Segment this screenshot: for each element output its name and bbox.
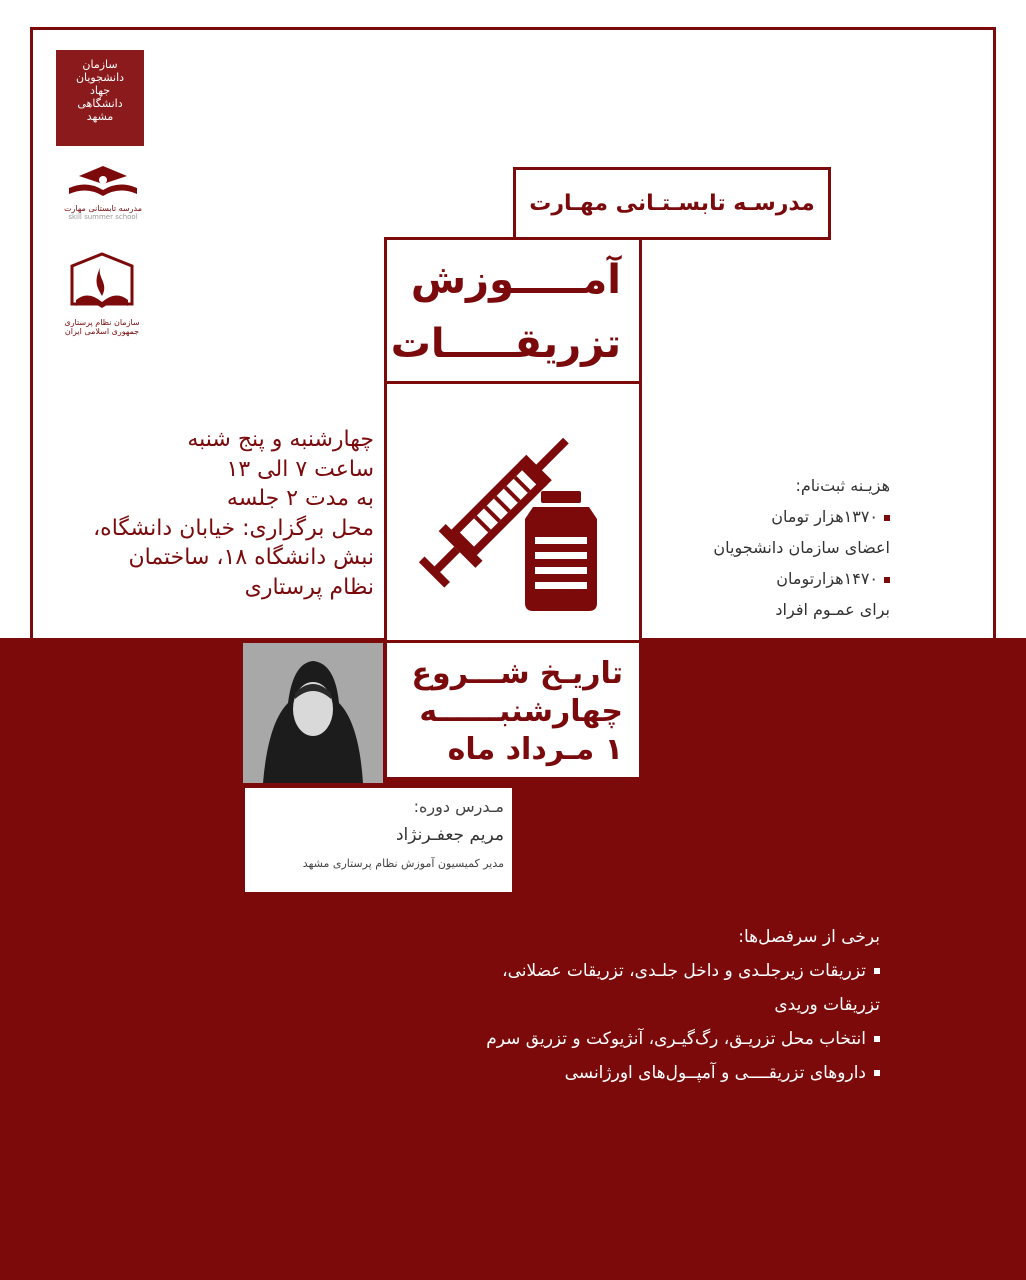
topic-item-2-text: انتخاب محل تزریـق، رگ‌گیـری، آنژیوکت و تزریق سرم bbox=[486, 1029, 866, 1049]
start-date: ۱ مـرداد ماه ۱۴۰۴ bbox=[447, 732, 623, 805]
teacher-role: مدیر کمیسیون آموزش نظام پرستاری مشهد bbox=[302, 857, 504, 870]
venue-line1: محل برگزاری: خیابان دانشگاه، bbox=[93, 515, 374, 541]
course-topics bbox=[370, 920, 880, 1090]
schedule-days: چهارشنبه و پنج شنبه bbox=[187, 427, 374, 452]
topic-item-1-continued: تزریقات وریدی bbox=[774, 995, 880, 1015]
logo-line: دانشگاهی bbox=[77, 97, 123, 110]
syringe-illustration-box bbox=[384, 381, 642, 643]
start-date-heading: تاریـخ شـــروع bbox=[411, 656, 623, 691]
teacher-label: مـدرس دوره: bbox=[413, 797, 504, 816]
fee-desc-1: اعضای سازمان دانشجویان bbox=[713, 538, 890, 557]
teacher-photo bbox=[243, 643, 383, 783]
registration-fee bbox=[650, 470, 890, 625]
bullet-icon bbox=[874, 1070, 880, 1076]
teacher-name: مریم جعفـرنژاد bbox=[395, 825, 504, 845]
nursing-emblem-icon bbox=[62, 252, 142, 316]
bullet-icon bbox=[884, 515, 890, 521]
topics-heading: برخی از سرفصل‌ها: bbox=[738, 927, 880, 947]
fee-item-2 bbox=[650, 563, 890, 594]
syringe-vial-icon bbox=[413, 407, 613, 617]
fee-item-1 bbox=[650, 501, 890, 532]
teacher-info bbox=[245, 788, 512, 892]
teacher-portrait-icon bbox=[243, 643, 383, 783]
summer-school-logo-fa: مدرسه تابستانی مهارت bbox=[63, 204, 142, 213]
nursing-org-logo bbox=[52, 252, 152, 336]
topic-item-1 bbox=[370, 954, 880, 988]
summer-school-box bbox=[513, 167, 831, 240]
logo-line: دانشجویان bbox=[75, 71, 125, 84]
logo-line: سازمان bbox=[82, 58, 118, 71]
topic-item-3-text: داروهای تزریقــــی و آمپــول‌های اورژانسی bbox=[564, 1063, 866, 1083]
start-day: چهارشنبــــــه bbox=[419, 694, 623, 729]
schedule-sessions: به مدت ۲ جلسه bbox=[226, 486, 374, 511]
course-title-line2: تزریقـــــات bbox=[390, 321, 621, 367]
summer-school-icon bbox=[63, 162, 143, 202]
logo-line: مشهد bbox=[86, 110, 114, 123]
venue-line2: نبش دانشگاه ۱۸، ساختمان bbox=[128, 545, 374, 570]
fee-price-2: ۱۴۷۰هزار‌تومان bbox=[776, 569, 878, 588]
schedule-info bbox=[34, 425, 374, 602]
schedule-time: ساعت ۷ الی ۱۳ bbox=[226, 456, 374, 482]
fee-heading: هزیـنه ثبت‌نام: bbox=[795, 476, 890, 495]
bullet-icon bbox=[874, 968, 880, 974]
topic-item-1-text: تزریقات زیرجلـدی و داخل جلـدی، تزریقات عضلانی، bbox=[502, 961, 866, 981]
topic-item-2 bbox=[370, 1022, 880, 1056]
nursing-logo-line1: سازمان نظام پرستاری bbox=[64, 318, 140, 327]
course-title-box bbox=[384, 237, 642, 384]
bullet-icon bbox=[884, 577, 890, 583]
summer-school-logo bbox=[56, 162, 150, 221]
fee-price-1: ۱۳۷۰هزار تومان bbox=[771, 507, 878, 526]
logo-line: جهاد bbox=[89, 84, 111, 97]
summer-school-title: مدرسـه تابسـتـانی مهـارت bbox=[529, 191, 815, 216]
venue-line3: نظام پرستاری bbox=[244, 574, 374, 600]
fee-desc-2: برای عمـوم افراد bbox=[775, 600, 890, 619]
summer-school-logo-en: skill summer school bbox=[68, 213, 138, 221]
course-title-line1: آمـــــوزش bbox=[410, 257, 621, 303]
start-date-box bbox=[384, 640, 642, 805]
bullet-icon bbox=[874, 1036, 880, 1042]
student-org-logo bbox=[56, 50, 144, 146]
nursing-logo-line2: جمهوری اسلامی ایران bbox=[64, 327, 140, 336]
topic-item-3 bbox=[370, 1056, 880, 1090]
